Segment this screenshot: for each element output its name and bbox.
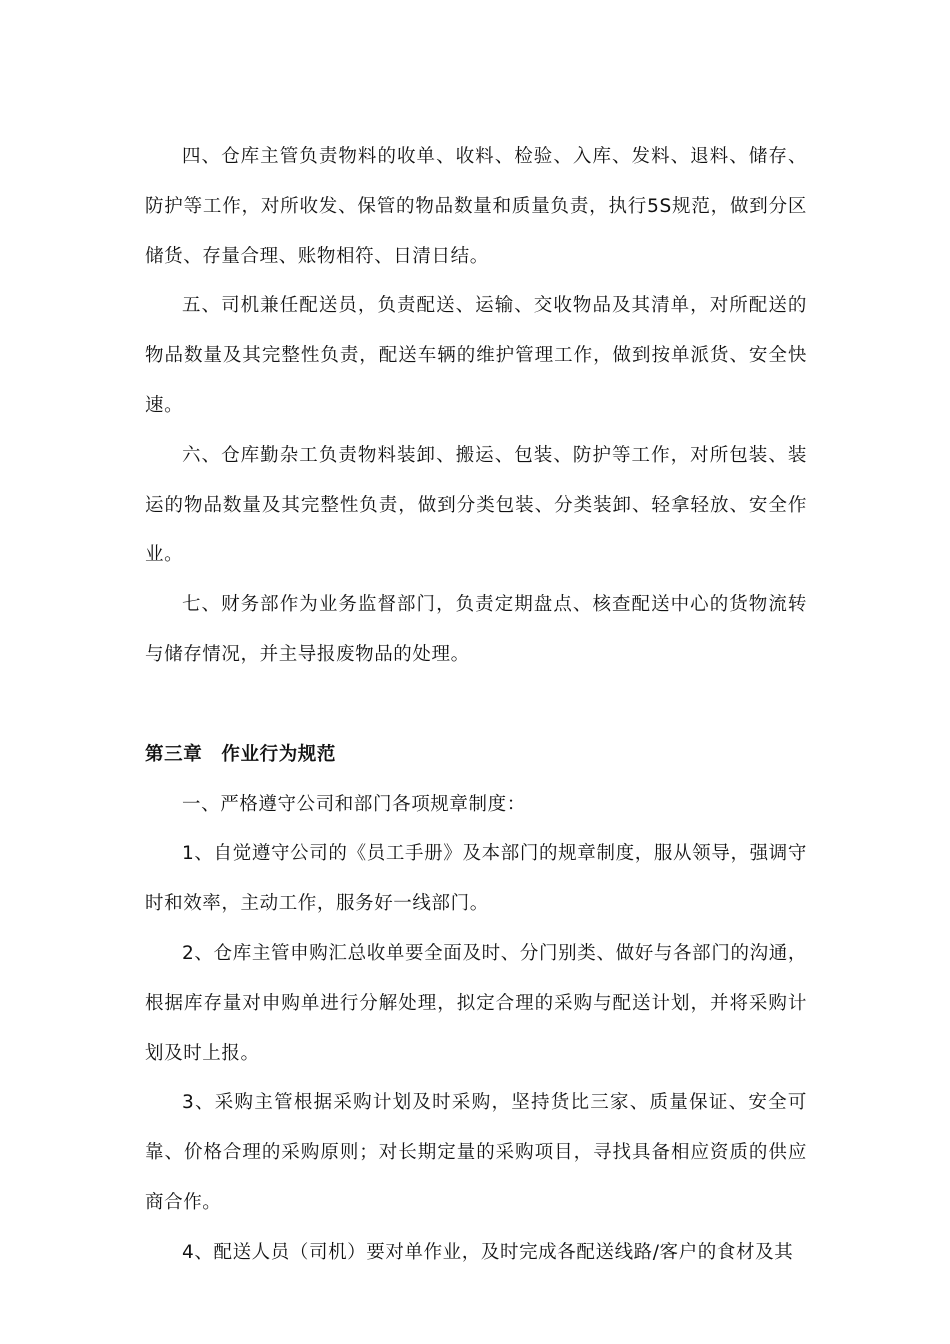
- paragraph-rule-2: 2、仓库主管申购汇总收单要全面及时、分门别类、做好与各部门的沟通，根据库存量对申购单进行分解处理，拟定合理的采购与配送计划，并将采购计划及时上报。: [145, 942, 807, 1064]
- section-spacer: [145, 680, 807, 730]
- paragraph-finance-duties: 七、财务部作为业务监督部门，负责定期盘点、核查配送中心的货物流转与储存情况，并主导报废物品的处理。: [145, 594, 807, 665]
- paragraph-driver-duties: 五、司机兼任配送员，负责配送、运输、交收物品及其清单，对所配送的物品数量及其完整性负责，配送车辆的维护管理工作，做到按单派货、安全快速。: [145, 295, 807, 416]
- chapter-heading: 第三章 作业行为规范: [145, 743, 337, 765]
- paragraph-warehouse-manager-duties: 四、仓库主管负责物料的收单、收料、检验、入库、发料、退料、储存、防护等工作，对所收发、保管的物品数量和质量负责，执行5S规范，做到分区储货、存量合理、账物相符、日清日结。: [145, 146, 807, 267]
- paragraph-rule-3: 3、采购主管根据采购计划及时采购，坚持货比三家、质量保证、安全可靠、价格合理的采购原则；对长期定量的采购项目，寻找具备相应资质的供应商合作。: [145, 1092, 807, 1213]
- document-body: [145, 132, 807, 1278]
- paragraph-rule-1: 1、自觉遵守公司的《员工手册》及本部门的规章制度，服从领导，强调守时和效率，主动工作，服务好一线部门。: [145, 843, 807, 915]
- paragraph-rule-4: 4、配送人员（司机）要对单作业，及时完成各配送线路/客户的食材及其: [182, 1241, 794, 1263]
- paragraph-handyman-duties: 六、仓库勤杂工负责物料装卸、搬运、包装、防护等工作，对所包装、装运的物品数量及其完整性负责，做到分类包装、分类装卸、轻拿轻放、安全作业。: [145, 444, 807, 566]
- paragraph-rules-intro: 一、严格遵守公司和部门各项规章制度：: [182, 793, 526, 815]
